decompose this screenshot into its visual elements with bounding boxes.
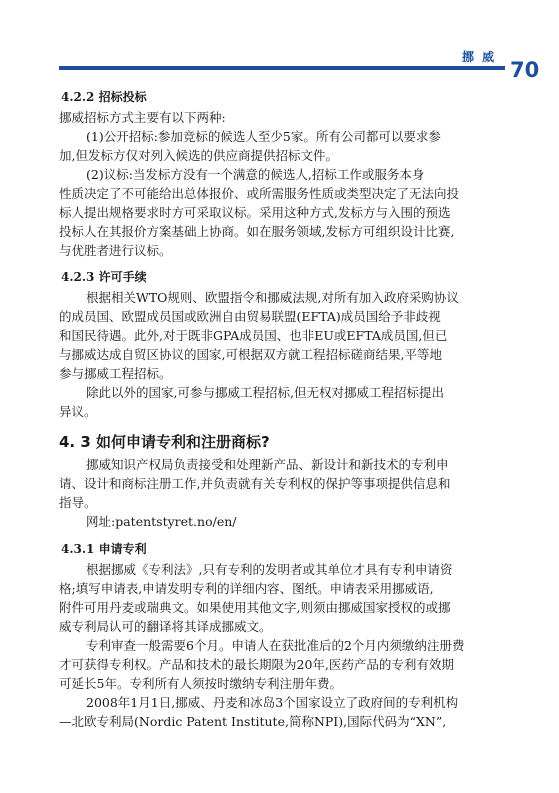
paragraph-line: 和国民待遇。此外,对于既非GPA成员国、也非EU或EFTA成员国,但已 <box>59 328 448 343</box>
paragraph-line: 与挪威达成自贸区协议的国家,可根据双方就工程招标磋商结果,平等地 <box>59 347 442 362</box>
paragraph-line: 附件可用丹麦或瑞典文。如果使用其他文字,则须由挪威国家授权的或挪 <box>59 600 451 615</box>
section-heading-4-2-3: 4.2.3 许可手续 <box>61 270 147 284</box>
paragraph-line: 挪威知识产权局负责接受和处理新产品、新设计和新技术的专利申 <box>86 457 449 472</box>
paragraph-line: 性质决定了不可能给出总体报价、或所需服务性质或类型决定了无法向投 <box>59 186 460 201</box>
paragraph-line: 根据挪威《专利法》,只有专利的发明者或其单位才具有专利申请资 <box>86 562 453 577</box>
paragraph-line: —北欧专利局(Nordic Patent Institute,简称NPI),国际代码为“XN”, <box>59 714 447 729</box>
section-heading-4-3: 4. 3 如何申请专利和注册商标? <box>59 433 270 451</box>
paragraph-line: 投标人在其报价方案基础上协商。如在服务领域,发标方可组织设计比赛, <box>59 224 455 239</box>
paragraph-line: 挪威招标方式主要有以下两种: <box>59 110 226 125</box>
paragraph-line: (2)议标:当发标方没有一个满意的候选人,招标工作或服务本身 <box>86 167 425 182</box>
paragraph-line: 的成员国、欧盟成员国或欧洲自由贸易联盟(EFTA)成员国给予非歧视 <box>59 309 441 324</box>
website-line: 网址:patentstyret.no/en/ <box>86 514 237 529</box>
paragraph-line: 标人提出规格要求时方可采取议标。采用这种方式,发标方与入围的预选 <box>59 205 451 220</box>
paragraph-line: 2008年1月1日,挪威、丹麦和冰岛3个国家设立了政府间的专利机构 <box>86 695 459 710</box>
paragraph-line: 可延长5年。专利所有人须按时缴纳专利注册年费。 <box>59 676 342 691</box>
section-heading-4-2-2: 4.2.2 招标投标 <box>61 90 147 104</box>
paragraph-line: 与优胜者进行议标。 <box>59 243 172 258</box>
paragraph-line: 根据相关WTO规则、欧盟指令和挪威法规,对所有加入政府采购协议 <box>86 290 459 305</box>
paragraph-line: (1)公开招标:参加竞标的候选人至少5家。所有公司都可以要求参 <box>86 129 441 144</box>
page-number: 70 <box>510 58 540 82</box>
paragraph-line: 威专利局认可的翻译将其译成挪威文。 <box>59 619 272 634</box>
paragraph-line: 除此以外的国家,可参与挪威工程招标,但无权对挪威工程招标提出 <box>86 385 444 400</box>
section-heading-4-3-1: 4.3.1 申请专利 <box>61 542 147 556</box>
paragraph-line: 指导。 <box>59 495 97 510</box>
paragraph-line: 加,但发标方仅对列入候选的供应商提供招标文件。 <box>59 148 338 163</box>
running-header-country: 挪 威 <box>462 50 497 64</box>
paragraph-line: 参与挪威工程招标。 <box>59 366 172 381</box>
header-rule <box>59 66 505 70</box>
paragraph-line: 专利审查一般需要6个月。申请人在获批准后的2个月内须缴纳注册费 <box>86 638 465 653</box>
paragraph-line: 异议。 <box>59 404 97 419</box>
paragraph-line: 才可获得专利权。产品和技术的最长期限为20年,医药产品的专利有效期 <box>59 657 454 672</box>
paragraph-line: 请、设计和商标注册工作,并负责就有关专利权的保护等事项提供信息和 <box>59 476 451 491</box>
paragraph-line: 格;填写申请表,申请发明专利的详细内容、图纸。申请表采用挪威语, <box>59 581 434 596</box>
